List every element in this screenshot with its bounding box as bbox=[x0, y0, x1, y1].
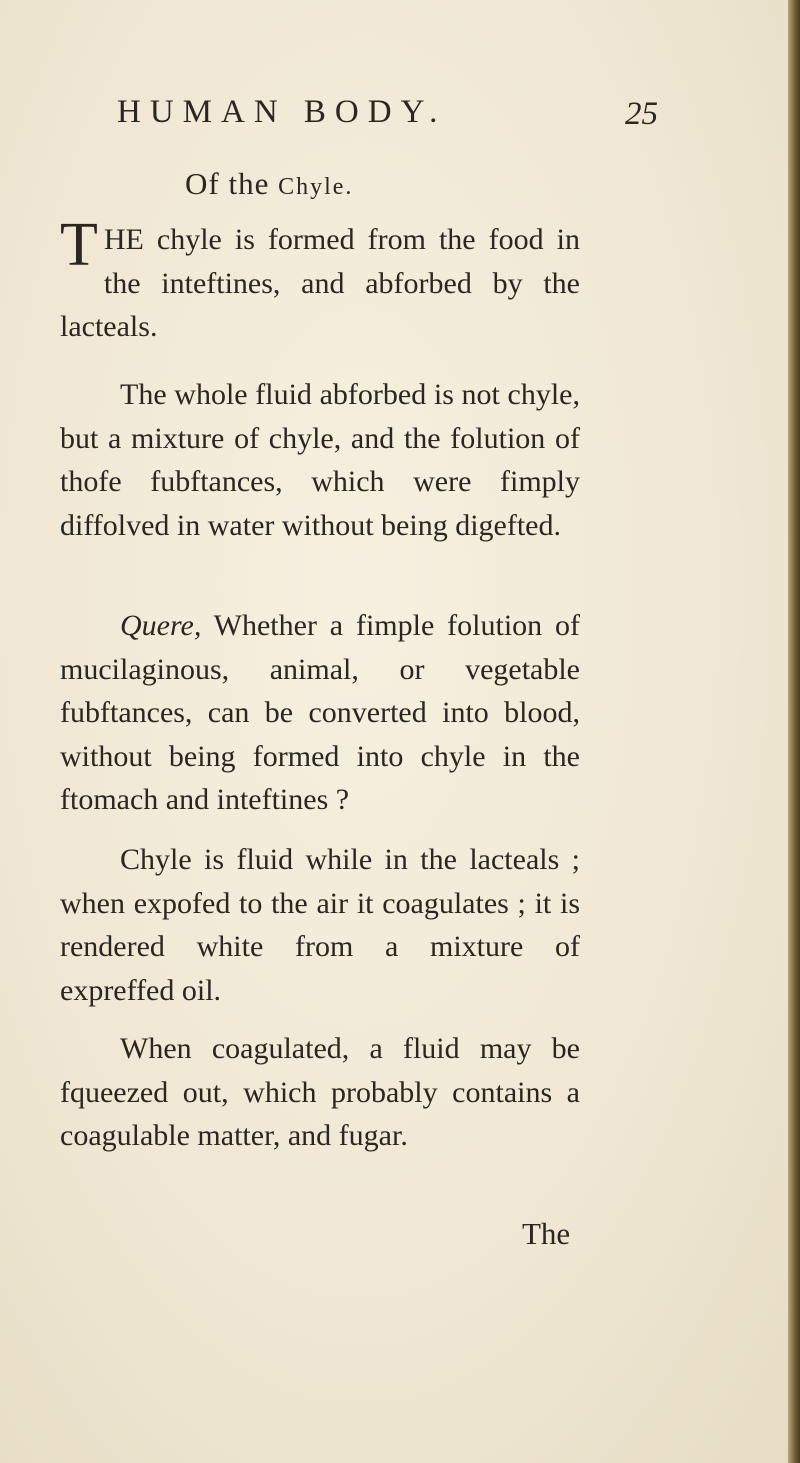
running-head: HUMAN BODY. bbox=[117, 94, 447, 130]
page-edge-shadow bbox=[788, 0, 800, 1463]
section-title bbox=[185, 166, 353, 202]
quere-word: Quere, bbox=[120, 609, 202, 642]
paragraph-3 bbox=[60, 604, 580, 822]
paragraph-5: When coagulated, a fluid may be fqueezed out, which probably contains a coagulable matter, and fugar. bbox=[60, 1032, 580, 1152]
section-title-caps: Chyle. bbox=[278, 174, 354, 200]
paragraph-1-text: HE chyle is formed from the food in the inteftines, and abforbed by the lacteals. bbox=[60, 223, 580, 343]
catchword: The bbox=[522, 1216, 571, 1251]
drop-cap: T bbox=[60, 211, 98, 279]
page-number: 25 bbox=[625, 96, 658, 132]
paragraph-2: The whole fluid abforbed is not chyle, but a mixture of chyle, and the folution of thofe fubftances, which were fimply diffolved in water without being digefted. bbox=[60, 378, 580, 542]
paragraph-3-text: Whether a fimple folution of mucilaginous, animal, or vegetable fubftances, can be converted into blood, without being formed into chyle in the ftomach and inteftines ? bbox=[60, 609, 580, 816]
paragraph-4: Chyle is fluid while in the lacteals ; when expofed to the air it coagulates ; it is rendered white from a mixture of expreffed oil. bbox=[60, 843, 580, 1007]
section-title-prefix: Of the bbox=[185, 166, 270, 201]
paragraph-1 bbox=[60, 211, 580, 349]
